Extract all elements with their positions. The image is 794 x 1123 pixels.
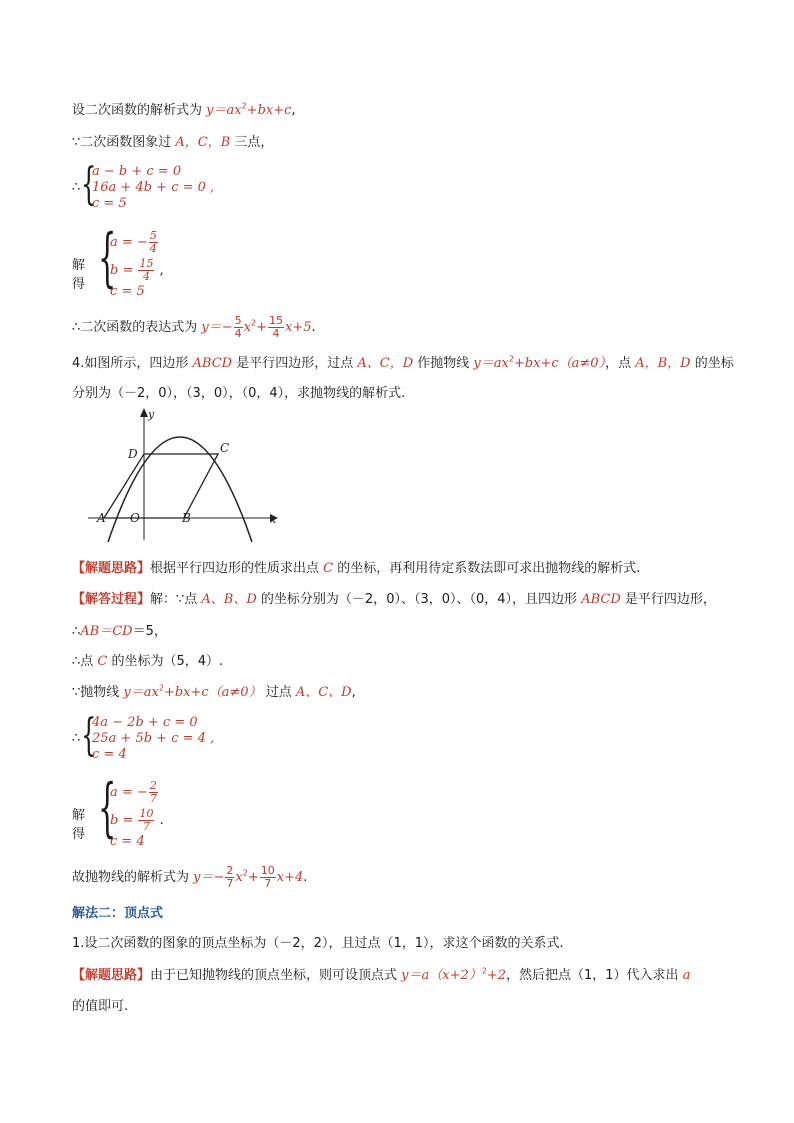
vertex-idea-line-2: 的值即可. [72,999,129,1014]
solve-label: 解得 [72,808,86,842]
result-expression-1: ∴二次函数的表达式为 y＝− $\frac{5}{4}$ $x^2+$ $\frac{15}{4}$ x+5. [72,314,316,340]
equation: c = 4 [92,747,127,762]
solve-label: 解得 [72,258,86,292]
point-a-label: A [97,511,106,525]
intro-line [72,102,296,120]
equation: a = − $\frac{2}{7}$ [110,779,157,805]
point-b-label: B [182,511,191,525]
formula: +bx+c [246,103,292,118]
equation: b = $\frac{15}{4}$ , [110,257,164,283]
ab-cd-line: ∴AB＝CD＝5， [72,624,167,639]
point-c-line: ∴点 C 的坐标为（5，4）. [72,654,224,669]
parabola-parallelogram-graph [88,404,284,544]
equation: c = 5 [92,196,127,211]
y-axis-arrow-icon [140,408,148,417]
point-c-label: C [220,441,230,455]
text: 设二次函数的解析式为 [72,103,207,118]
points: A，C，B [175,135,231,150]
point-d-label: D [128,447,138,461]
formula: y＝ax [206,103,242,118]
brace-icon: { [98,221,117,295]
origin-label: O [130,511,140,525]
section-title: 解法二：顶点式 [72,906,164,921]
brace-icon: { [81,710,97,761]
question-1-line: 1.设二次函数的图象的顶点坐标为（－2，2），且过点（1，1），求这个函数的关系式. [72,936,564,951]
equation: c = 5 [110,284,145,299]
equation: 16a + 4b + c = 0 , [92,180,215,195]
parabola-passes-line: ∵抛物线 $y=ax^2+bx+c(a\ne 0)$ 过点 A、C、D, [72,683,356,700]
equation: c = 4 [110,834,145,849]
question-4-line-2: 分别为（－2，0），（3，0），（0，4），求抛物线的解析式. [72,386,406,401]
text: , [291,103,296,118]
y-label: y [148,408,155,421]
x-label: x [270,513,277,526]
equation: 4a − 2b + c = 0 [92,715,198,730]
text: 三点， [230,135,274,150]
solution-process-line: 【解答过程】解：∵点 A、B、D 的坐标分别为（－2，0）、（3，0）、（0，4），且四边形 ABCD 是平行四边形， [72,592,716,607]
solution-idea-line: 【解题思路】根据平行四边形的性质求出点 C 的坐标，再利用待定系数法即可求出抛物线的解析式. [72,561,641,576]
brace-icon: { [98,771,117,845]
equation: a = − $\frac{5}{4}$ [110,229,157,255]
passes-points-line [72,134,273,152]
result-expression-2: 故抛物线的解析式为 y＝− $\frac{2}{7}$ $x^2+$ $\frac{10}{7}$ x+4. [72,864,308,890]
question-4-line-1: 4.如图所示，四边形 ABCD 是平行四边形，过点 A、C，D 作抛物线 $y=ax^2+bx+c(a\ne 0)$，点 A，B，D 的坐标 [72,354,734,371]
therefore-symbol: ∴ [72,180,81,195]
equation: 25a + 5b + c = 4 , [92,731,215,746]
text: ∵二次函数图象过 [72,135,176,150]
equation: a − b + c = 0 [92,164,182,179]
exponent: 2 [241,101,247,111]
therefore-symbol: ∴ [72,731,81,746]
equation: b = $\frac{10}{7}$ . [110,807,164,833]
brace-icon: { [81,159,97,210]
vertex-idea-line-1: 【解题思路】由于已知抛物线的顶点坐标，则可设顶点式 $y=a(x+2)^2+2$，然后把点（1，1）代入求出 a [72,966,691,983]
